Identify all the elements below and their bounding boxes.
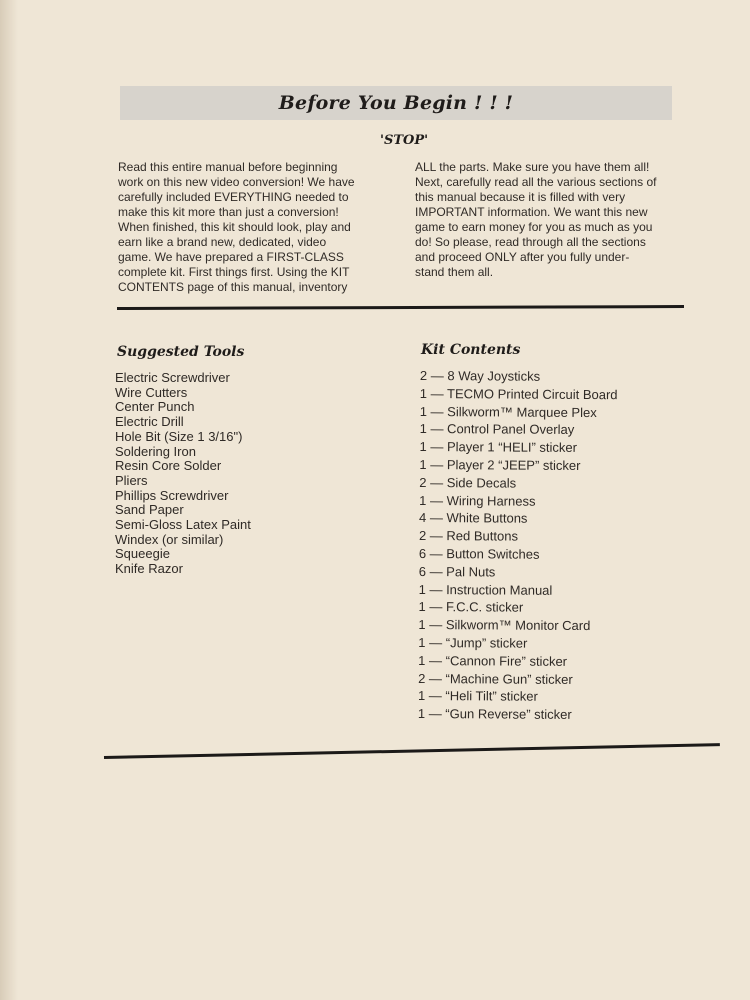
kit-item: 1 — Silkworm™ Marquee Plex [419, 403, 597, 420]
suggested-tools-list [115, 371, 251, 577]
tool-item: Electric Drill [115, 414, 184, 430]
tool-item: Electric Screwdriver [115, 370, 230, 385]
intro-left-column [118, 160, 388, 295]
kit-item: 2 — Red Buttons [418, 528, 519, 544]
intro-line: this manual because it is filled with very [415, 190, 626, 204]
kit-item: 1 — “Cannon Fire” sticker [418, 652, 568, 669]
intro-line: game to earn money for you as much as you [415, 220, 653, 234]
intro-line: CONTENTS page of this manual, inventory [118, 280, 348, 294]
intro-line: make this kit more than just a conversion! [118, 205, 339, 219]
intro-line: work on this new video conversion! We have [118, 175, 355, 189]
bottom-divider [104, 743, 720, 759]
page-title: Before You Begin ! ! ! [278, 92, 514, 114]
stop-subtitle: 'STOP' [380, 133, 429, 148]
tool-item: Sand Paper [115, 502, 184, 518]
intro-line: Read this entire manual before beginning [118, 160, 338, 174]
kit-item: 6 — Pal Nuts [418, 563, 496, 580]
intro-line: earn like a brand new, dedicated, video [118, 235, 327, 249]
kit-item: 1 — Silkworm™ Monitor Card [418, 617, 591, 634]
kit-contents-list [418, 367, 618, 724]
tool-item: Windex (or similar) [115, 531, 224, 547]
tool-item: Wire Cutters [115, 384, 188, 400]
kit-item: 1 — “Jump” sticker [418, 634, 528, 651]
intro-right-column [415, 160, 680, 280]
kit-item: 1 — “Gun Reverse” sticker [417, 706, 572, 723]
intro-line: stand them all. [415, 265, 494, 279]
kit-item: 1 — Player 1 “HELI” sticker [419, 439, 578, 456]
kit-contents-heading: Kit Contents [421, 342, 521, 358]
tool-item: Hole Bit (Size 1 3/16") [115, 428, 243, 444]
kit-item: 2 — 8 Way Joysticks [419, 367, 541, 384]
intro-line: ALL the parts. Make sure you have them all! [415, 160, 650, 174]
kit-item: 2 — Side Decals [419, 474, 517, 491]
kit-item: 1 — Instruction Manual [418, 581, 553, 598]
tool-item: Pliers [115, 472, 148, 488]
page-edge-shadow [0, 0, 18, 1000]
kit-item: 4 — White Buttons [419, 510, 528, 527]
intro-line: game. We have prepared a FIRST-CLASS [118, 250, 344, 264]
header-band [120, 86, 672, 120]
kit-item: 1 — TECMO Printed Circuit Board [419, 385, 618, 403]
intro-line: complete kit. First things first. Using the KIT [118, 265, 350, 279]
kit-item: 1 — “Heli Tilt” sticker [417, 688, 538, 705]
intro-line: carefully included EVERYTHING needed to [118, 190, 349, 204]
tool-item: Knife Razor [115, 561, 183, 577]
tool-item: Soldering Iron [115, 443, 196, 459]
tool-item: Phillips Screwdriver [115, 487, 229, 503]
top-divider [117, 305, 684, 310]
intro-line: IMPORTANT information. We want this new [415, 205, 648, 219]
intro-line: and proceed ONLY after you fully under- [415, 250, 630, 264]
tool-item: Squeegie [115, 546, 170, 562]
tool-item: Semi-Gloss Latex Paint [115, 517, 251, 533]
intro-line: When finished, this kit should look, play and [118, 220, 351, 234]
tool-item: Resin Core Solder [115, 458, 222, 474]
kit-item: 1 — Wiring Harness [419, 492, 536, 509]
intro-line: do! So please, read through all the sections [415, 235, 646, 249]
suggested-tools-heading: Suggested Tools [117, 344, 245, 360]
tool-item: Center Punch [115, 399, 195, 415]
kit-item: 1 — Player 2 “JEEP” sticker [419, 456, 581, 473]
kit-item: 6 — Button Switches [418, 545, 540, 562]
kit-item: 1 — Control Panel Overlay [419, 421, 575, 438]
kit-item: 2 — “Machine Gun” sticker [418, 670, 573, 687]
kit-item: 1 — F.C.C. sticker [418, 599, 524, 615]
intro-line: Next, carefully read all the various sections of [415, 175, 657, 189]
